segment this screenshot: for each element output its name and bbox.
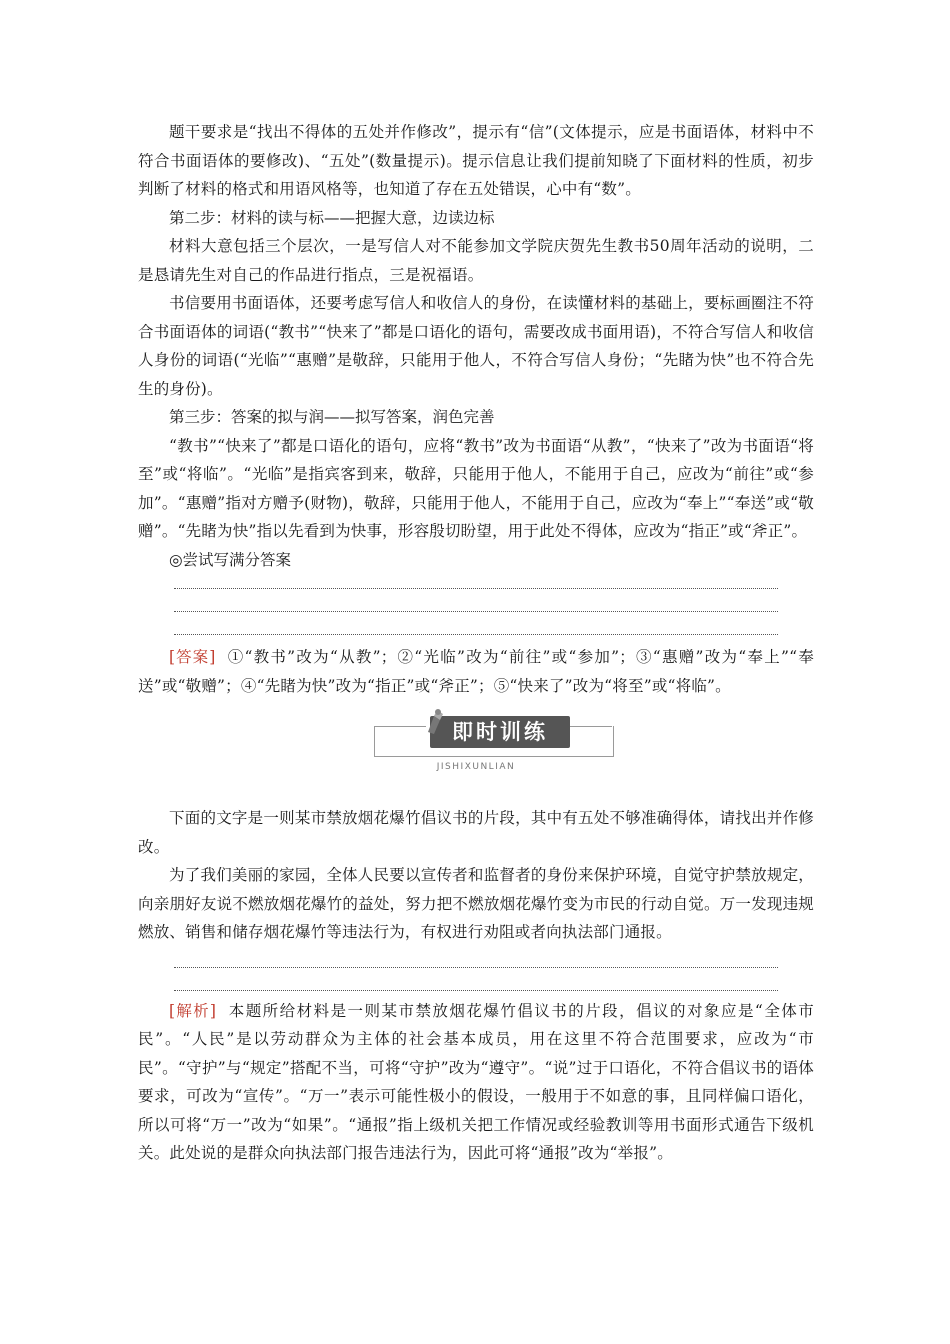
analysis-text: 本题所给材料是一则某市禁放烟花爆竹倡议书的片段，倡议的对象应是“全体市民”。“人民”是以劳动群众为主体的社会基本成员，用在这里不符合范围要求，应改为“市民”。“守护”与“规定”搭配不当，可将“守护”改为“遵守”。“说”过于口语化，不符合倡议书的语体要求，可改为“宣传”。“万一”表示可能性极小的假设，一般用于不如意的事，且同样偏口语化，所以可将“万一”改为“如果”。“通报”指上级机关把工作情况或经验教训等用书面形式通告下级机关。此处说的是群众向执法部门报告违法行为，因此可将“通报”改为“举报”。: [138, 1001, 814, 1162]
answer-tag: [答案]: [169, 648, 216, 666]
dotted-answer-line: [174, 588, 778, 589]
answer-text: ①“教书”改为“从教”；②“光临”改为“前往”或“参加”；③“惠赠”改为“奉上”“奉送”或“敬赠”；④“先睹为快”改为“指正”或“斧正”；⑤“快来了”改为“将至”或“将临”。: [138, 648, 814, 695]
banner-subtitle: JISHIXUNLIAN: [436, 762, 516, 772]
try-answer-label: ◎尝试写满分答案: [169, 550, 292, 569]
section-banner: [138, 714, 814, 798]
paragraph-material-summary: 材料大意包括三个层次，一是写信人对不能参加文学院庆贺先生教书50周年活动的说明，二是恳请先生对自己的作品进行指点，三是祝福语。: [138, 237, 814, 284]
banner-title: 即时训练: [430, 716, 570, 748]
step-three-heading: 第三步：答案的拟与润——拟写答案，润色完善: [169, 408, 495, 426]
analysis-paragraph: [138, 997, 814, 1168]
dotted-answer-line: [174, 611, 778, 612]
dotted-answer-line: [174, 634, 778, 635]
paragraph-revision-explanation: “教书”“快来了”都是口语化的语句，应将“教书”改为书面语“从教”，“快来了”改为书面语“将至”或“将临”。“光临”是指宾客到来，敬辞，只能用于他人，不能用于自己，应改为“前往”或“参加”。“惠赠”指对方赠予(财物)，敬辞，只能用于他人，不能用于自己，应改为“奉上”“奉送”或“敬赠”。“先睹为快”指以先看到为快事，形容殷切盼望，用于此处不得体，应改为“指正”或“斧正”。: [138, 436, 814, 540]
paragraph-prompt-analysis: 题干要求是“找出不得体的五处并作修改”，提示有“信”(文体提示，应是书面语体，材料中不符合书面语体的要修改)、“五处”(数量提示)。提示信息让我们提前知晓了下面材料的性质，初步判断了材料的格式和用语风格等，也知道了存在五处错误，心中有“数”。: [138, 123, 814, 198]
step-two-heading: 第二步：材料的读与标——把握大意，边读边标: [169, 208, 495, 227]
answer-paragraph: [138, 643, 814, 700]
exercise-writing-lines: [138, 967, 814, 991]
dotted-answer-line: [174, 967, 778, 968]
pencil-icon: [424, 708, 450, 736]
answer-writing-lines: [138, 588, 814, 635]
paragraph-marking-guidance: 书信要用书面语体，还要考虑写信人和收信人的身份，在读懂材料的基础上，要标画圈注不符合书面语体的词语(“教书”“快来了”都是口语化的语句，需要改成书面用语)，不符合写信人和收信人身份的词语(“光临”“惠赠”是敬辞，只能用于他人，不符合写信人身份；“先睹为快”也不符合先生的身份)。: [138, 294, 814, 398]
analysis-tag: [解析]: [169, 1001, 216, 1020]
document-page: [138, 118, 814, 1168]
exercise-question: 下面的文字是一则某市禁放烟花爆竹倡议书的片段，其中有五处不够准确得体，请找出并作修改。: [138, 809, 814, 856]
dotted-answer-line: [174, 990, 778, 991]
exercise-passage: 为了我们美丽的家园，全体人民要以宣传者和监督者的身份来保护环境，自觉守护禁放规定，向亲朋好友说不燃放烟花爆竹的益处，努力把不燃放烟花爆竹变为市民的行动自觉。万一发现违规燃放、销售和储存烟花爆竹等违法行为，有权进行劝阻或者向执法部门通报。: [138, 866, 814, 941]
